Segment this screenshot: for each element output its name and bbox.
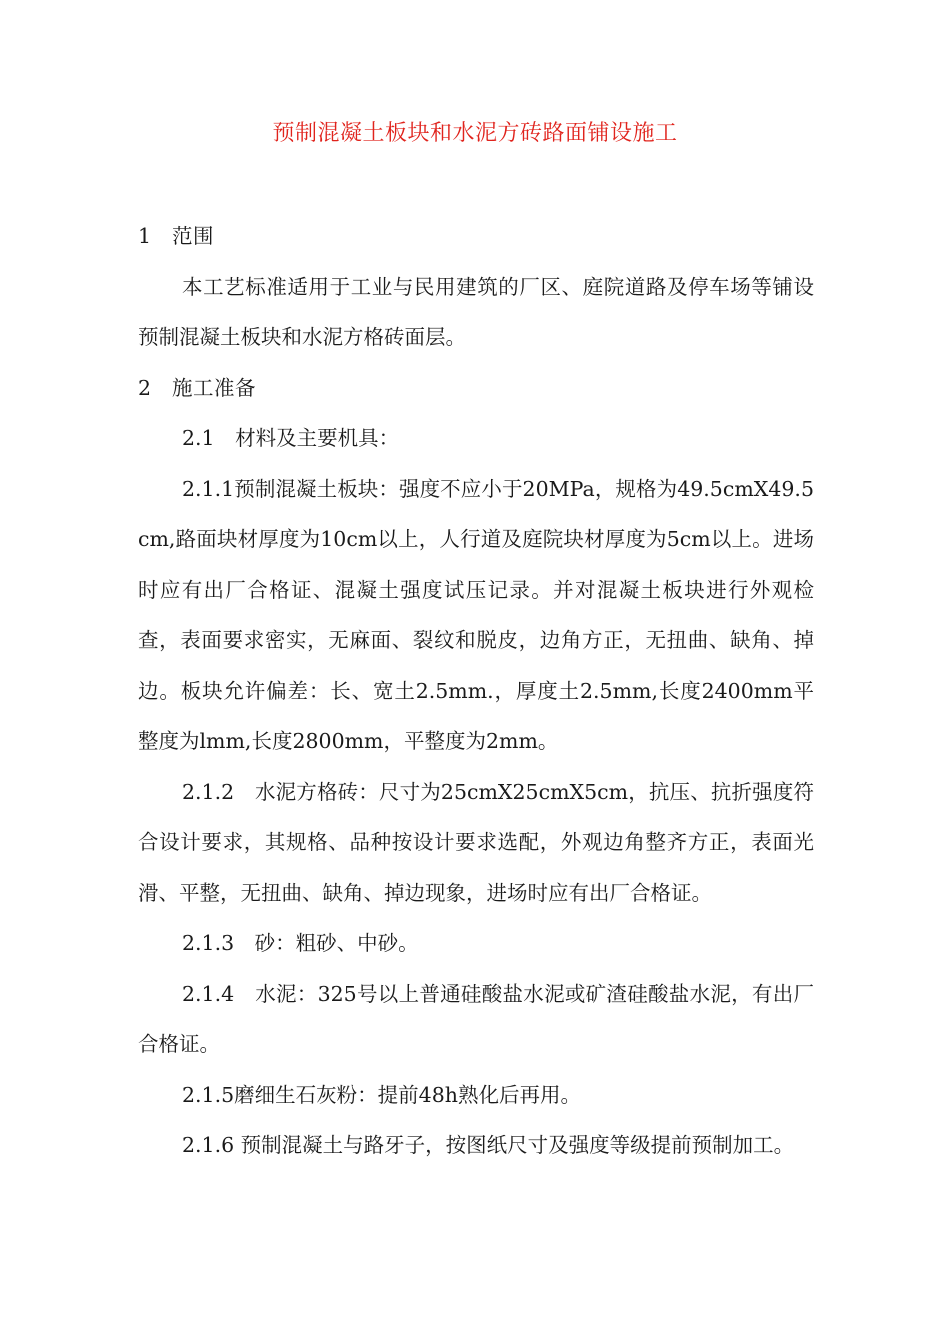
section-title: 施工准备 bbox=[172, 375, 256, 400]
section-title: 范围 bbox=[172, 224, 214, 248]
section-heading-preparation bbox=[138, 363, 814, 414]
paragraph-2-1-3: 2.1.3 砂：粗砂、中砂。 bbox=[182, 931, 419, 955]
document-title: 预制混凝土板块和水泥方砖路面铺设施工 bbox=[272, 121, 678, 146]
section-number: 1 bbox=[138, 224, 152, 248]
paragraph-2-1-6: 2.1.6 预制混凝土与路牙子，按图纸尺寸及强度等级提前预制加工。 bbox=[182, 1133, 795, 1157]
paragraph-2-1-2: 2.1.2 水泥方格砖：尺寸为25cmX25cmX5cm，抗压、抗折强度符合设计要求，其规格、品种按设计要求选配，外观边角整齐方正，表面光滑、平整，无扭曲、缺角、掉边现象，进场时应有出厂合格证。 bbox=[138, 779, 814, 905]
paragraph-2-1-1: 2.1.1预制混凝土板块：强度不应小于20MPa，规格为49.5cmX49.5cm,路面块材厚度为10cm以上，人行道及庭院块材厚度为5cm以上。进场时应有出厂合格证、混凝土强度试压记录。并对混凝土板块进行外观检查，表面要求密实，无麻面、裂纹和脱皮，边角方正，无扭曲、缺角、掉边。板块允许偏差：长、宽土2.5mm.，厚度土2.5mm,长度2400mm平整度为lmm,长度2800mm，平整度为2mm。 bbox=[138, 476, 814, 753]
paragraph-2-1-5: 2.1.5磨细生石灰粉：提前48h熟化后再用。 bbox=[182, 1082, 581, 1107]
paragraph-scope: 本工艺标准适用于工业与民用建筑的厂区、庭院道路及停车场等铺设预制混凝土板块和水泥方格砖面层。 bbox=[138, 274, 814, 349]
section-heading-scope bbox=[138, 211, 814, 262]
section-number: 2 bbox=[138, 375, 152, 400]
paragraph-2-1-4: 2.1.4 水泥：325号以上普通硅酸盐水泥或矿渣硅酸盐水泥，有出厂合格证。 bbox=[138, 981, 814, 1056]
paragraph-2-1: 2.1 材料及主要机具： bbox=[182, 426, 400, 450]
document-body bbox=[138, 211, 814, 1171]
